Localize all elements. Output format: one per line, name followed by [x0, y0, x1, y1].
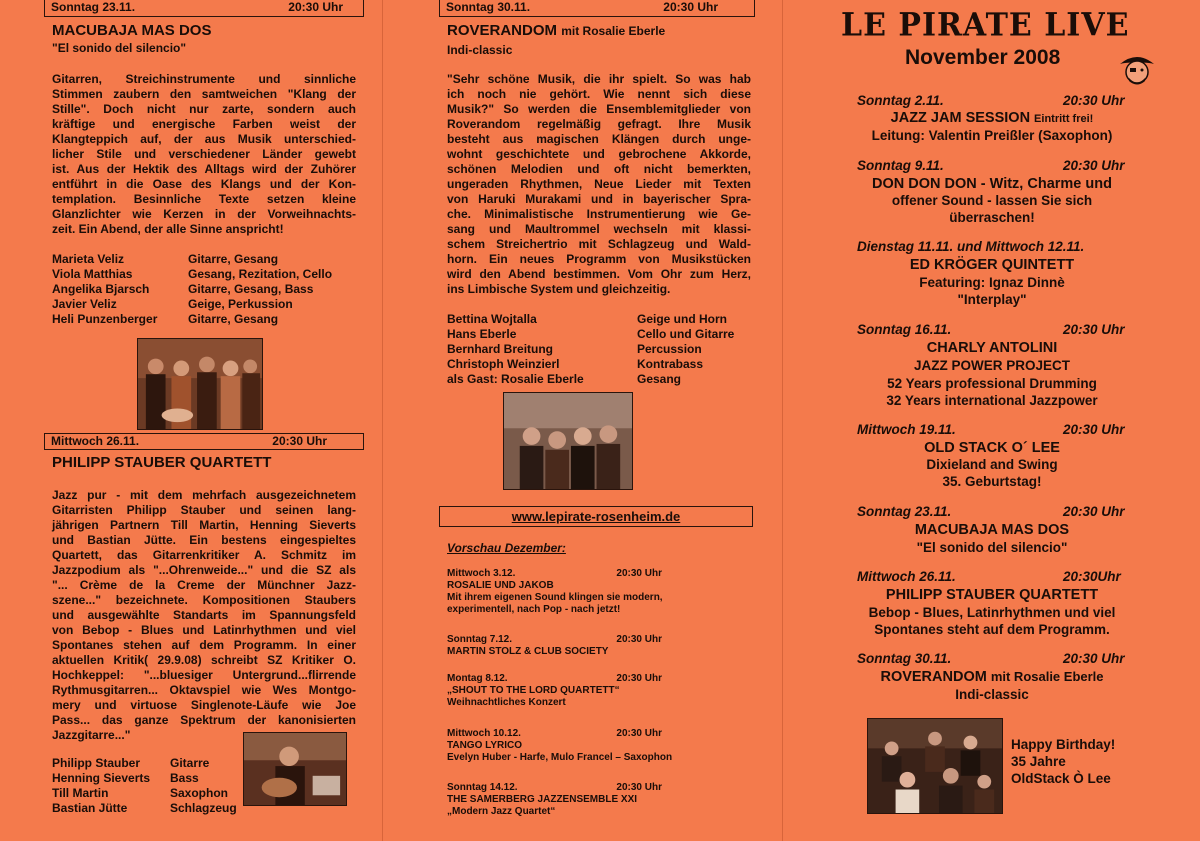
- preview-item: [447, 782, 662, 818]
- event-text: überraschen!: [949, 210, 1035, 225]
- preview-line: MARTIN STOLZ & CLUB SOCIETY: [447, 646, 609, 657]
- member-row: [52, 801, 237, 816]
- text-line: ungeraden Rhythmen, Neue Lieder mit Texten: [447, 177, 751, 191]
- right-panel: [782, 0, 1200, 841]
- preview-line: experimentell, nach Pop - nach jetzt!: [447, 604, 621, 615]
- member-role: Gitarre: [170, 756, 210, 770]
- text-line: licher Stile und verschiedener Länder gewebt: [52, 147, 356, 161]
- preview-header: [447, 634, 662, 646]
- preview-item: [447, 673, 662, 709]
- text-line: wohnt geschichtete und gebrochene Akkorde,: [447, 147, 751, 161]
- event-title-suffix: mit Rosalie Eberle: [990, 669, 1104, 684]
- member-role: Gitarre, Gesang: [188, 312, 279, 326]
- preview-line: „SHOUT TO THE LORD QUARTETT“: [447, 685, 620, 696]
- event-text: ED KRÖGER QUINTETT: [909, 257, 1075, 273]
- text-line: Gitarristen Philipp Stauber und seinen lang-: [52, 503, 356, 517]
- event-date: Mittwoch 26.11.: [857, 569, 956, 584]
- preview-date: Montag 8.12.: [447, 673, 508, 684]
- text-line: Spontanes stehen auf dem Programm. In einer: [52, 638, 356, 652]
- event-time: 20:30 Uhr: [1063, 158, 1125, 173]
- text-line: Stille". Doch nicht nur zarte, sondern auch: [52, 102, 356, 116]
- member-role: Percussion: [637, 342, 702, 356]
- event-detail: [822, 605, 1162, 620]
- member-role: Geige, Perkussion: [188, 297, 293, 311]
- event-subtitle: Indi-classic: [447, 43, 513, 57]
- text-line: besteht aus magischen Klängen durch unge-: [447, 132, 751, 146]
- event-time: 20:30 Uhr: [288, 0, 343, 14]
- preview-date: Sonntag 14.12.: [447, 782, 518, 793]
- preview-time: 20:30 Uhr: [616, 673, 662, 684]
- text-line: Jazzgitarre...": [52, 728, 131, 742]
- event-text: 35. Geburtstag!: [942, 474, 1042, 489]
- event-detail: [822, 457, 1162, 472]
- member-name: Heli Punzenberger: [52, 312, 158, 326]
- event-note: Eintritt frei!: [1034, 113, 1094, 125]
- event-title: [822, 522, 1162, 538]
- text-line: von Bebop - Blues und Latinrhythmen und viel: [52, 623, 356, 637]
- member-row: [52, 771, 237, 786]
- event-title: [822, 340, 1162, 356]
- member-name: Marieta Veliz: [52, 252, 125, 266]
- member-role: Cello und Gitarre: [637, 327, 735, 341]
- preview-date: Mittwoch 3.12.: [447, 568, 516, 579]
- member-row: [52, 297, 332, 312]
- preview-item: [447, 728, 672, 764]
- event-text: "El sonido del silencio": [916, 540, 1068, 555]
- preview-header: [447, 728, 662, 740]
- text-line: Roverandom regelmäßig gefragt. Ihre Musik: [447, 117, 751, 131]
- text-line: ist. Aus der Hektik des Alltags wird der Zuhörer: [52, 162, 356, 176]
- text-line: "... Crème de la Creme der Münchner Jazz-: [52, 578, 356, 592]
- event-text: 52 Years professional Drumming: [887, 376, 1097, 391]
- preview-header: [447, 568, 662, 580]
- text-line: Rythmusgitarren... Oktavspiel wie Wes Montgo-: [52, 683, 356, 697]
- event-text: "Interplay": [957, 292, 1027, 307]
- event-detail: [822, 393, 1162, 408]
- preview-time: 20:30 Uhr: [616, 782, 662, 793]
- preview-date: Mittwoch 10.12.: [447, 728, 521, 739]
- event-date-box: [44, 433, 364, 450]
- event-time: 20:30 Uhr: [1063, 322, 1125, 337]
- member-row: [447, 372, 734, 387]
- preview-time: 20:30 Uhr: [616, 728, 662, 739]
- event-detail: [822, 540, 1162, 555]
- member-name: Till Martin: [52, 786, 109, 800]
- member-row: [52, 786, 237, 801]
- member-row: [52, 312, 332, 327]
- event-date: Sonntag 23.11.: [51, 0, 136, 14]
- event-date-box: [44, 0, 364, 17]
- event-title: [822, 440, 1162, 456]
- member-name: Angelika Bjarsch: [52, 282, 150, 296]
- member-row: [52, 282, 332, 297]
- member-name: Philipp Stauber: [52, 756, 141, 770]
- text-line: von Haruki Murakami und in bayerischer Spra-: [447, 192, 751, 206]
- event-time: 20:30 Uhr: [1063, 422, 1125, 437]
- text-line: schem Streichertrio mit Schlagzeug und Wald-: [447, 237, 751, 251]
- text-line: Musik?" So werden die Ensemblemitglieder von: [447, 102, 751, 116]
- event-text: Featuring: Ignaz Dinnè: [919, 275, 1065, 290]
- event-detail: [822, 193, 1162, 208]
- event-text: Spontanes steht auf dem Programm.: [874, 622, 1110, 637]
- event-time: 20:30 Uhr: [1063, 504, 1125, 519]
- text-line: Hochkeppel: "...bluesiger Untergrund...flirrende: [52, 668, 356, 682]
- birthday-note: [1011, 736, 1115, 787]
- event-text: Indi-classic: [955, 687, 1029, 702]
- logo: LE PIRATE LIVE: [841, 7, 1130, 44]
- preview-heading: Vorschau Dezember:: [447, 541, 566, 555]
- event-title: [822, 257, 1162, 273]
- text-line: jährigen Partnern Till Martin, Henning Sieverts: [52, 518, 356, 532]
- event-text: MACUBAJA MAS DOS: [914, 522, 1070, 538]
- text-line: Pass... das ganze Spektrum der kanonisierten: [52, 713, 356, 727]
- member-list: [52, 252, 332, 327]
- member-row: [447, 357, 734, 372]
- text-line: Stimmen zaubern den samtweichen "Klang der: [52, 87, 356, 101]
- event-text: PHILIPP STAUBER QUARTETT: [885, 587, 1099, 603]
- member-role: Gitarre, Gesang, Bass: [188, 282, 314, 296]
- member-name: Hans Eberle: [447, 327, 517, 341]
- event-text: Bebop - Blues, Latinrhythmen und viel: [868, 605, 1116, 620]
- event-detail: [822, 622, 1162, 637]
- event-detail: [822, 376, 1162, 391]
- event-date: Sonntag 30.11.: [446, 0, 531, 14]
- text-line: und Bastian Jütte. Ein bestens eingespieltes: [52, 533, 356, 547]
- event-detail: [822, 292, 1162, 307]
- event-text: Dixieland and Swing: [926, 457, 1058, 472]
- month-title: November 2008: [905, 46, 1061, 69]
- preview-line: „Modern Jazz Quartet“: [447, 806, 556, 817]
- event-detail: [822, 275, 1162, 290]
- middle-panel: [382, 0, 782, 841]
- band-photo: [503, 392, 633, 490]
- event-text: ROVERANDOM: [880, 669, 987, 685]
- event-title-suffix: mit Rosalie Eberle: [561, 24, 666, 38]
- preview-date: Sonntag 7.12.: [447, 634, 513, 645]
- event-title: PHILIPP STAUBER QUARTETT: [52, 454, 272, 471]
- event-time: 20:30Uhr: [1063, 569, 1121, 584]
- text-line: Glanzlichter wie Kerzen in der Vorweihnachts-: [52, 207, 356, 221]
- member-role: Saxophon: [170, 786, 229, 800]
- event-description: [447, 72, 751, 297]
- event-title: [822, 587, 1162, 603]
- member-row: [447, 312, 734, 327]
- member-name: Viola Matthias: [52, 267, 133, 281]
- event-title: MACUBAJA MAS DOS: [52, 22, 212, 39]
- preview-line: Weihnachtliches Konzert: [447, 697, 566, 708]
- member-name: Bastian Jütte: [52, 801, 128, 815]
- preview-line: ROSALIE UND JAKOB: [447, 580, 554, 591]
- event-description: [52, 488, 356, 743]
- event-description: [52, 72, 356, 237]
- event-time: 20:30 Uhr: [272, 434, 327, 448]
- preview-line: THE SAMERBERG JAZZENSEMBLE XXI: [447, 794, 638, 805]
- member-name: Henning Sieverts: [52, 771, 151, 785]
- text-line: sang und Maultrommel wechseln mit klassi-: [447, 222, 751, 236]
- text-line: "Sehr schöne Musik, die ihr spielt. So was hab: [447, 72, 751, 86]
- event-date: Mittwoch 26.11.: [51, 434, 140, 448]
- event-date: Sonntag 2.11.: [857, 93, 944, 108]
- member-row: [52, 756, 237, 771]
- member-list: [52, 756, 237, 816]
- left-panel: [0, 0, 382, 841]
- event-date: Sonntag 23.11.: [857, 504, 952, 519]
- text-line: und ausgewählte Standarts im Spannungsfeld: [52, 608, 356, 622]
- birthday-line: 35 Jahre: [1011, 754, 1066, 769]
- preview-line: Mit ihrem eigenen Sound klingen sie modern,: [447, 592, 663, 603]
- text-line: entführt in die Oase des Klangs und der Kon-: [52, 177, 356, 191]
- event-detail: [822, 474, 1162, 489]
- event-title-main: ROVERANDOM: [447, 22, 558, 39]
- member-name: Bernhard Breitung: [447, 342, 554, 356]
- text-line: zeit. Ein Abend, der alle Sinne anspricht!: [52, 222, 284, 236]
- event-text: JAZZ POWER PROJECT: [913, 358, 1070, 373]
- event-text: offener Sound - lassen Sie sich: [891, 193, 1093, 208]
- pirate-icon: [1117, 50, 1157, 88]
- member-role: Kontrabass: [637, 357, 704, 371]
- preview-item: [447, 634, 662, 658]
- text-line: aktuellen Kritik( 29.9.08) schreibt SZ Kritiker O.: [52, 653, 356, 667]
- member-name: Javier Veliz: [52, 297, 117, 311]
- event-text: DON DON DON - Witz, Charme und: [872, 176, 1112, 192]
- preview-line: TANGO LYRICO: [447, 740, 523, 751]
- text-line: ins Limbische System und gleichzeitig.: [447, 282, 671, 296]
- preview-header: [447, 673, 662, 685]
- event-text: Leitung: Valentin Preißler (Saxophon): [871, 128, 1113, 143]
- birthday-line: OldStack Ò Lee: [1011, 771, 1111, 786]
- event-date: Mittwoch 19.11.: [857, 422, 956, 437]
- event-title: [822, 110, 1162, 126]
- event-title: [822, 176, 1162, 192]
- preview-item: [447, 568, 663, 616]
- member-role: Gesang: [637, 372, 682, 386]
- event-detail: [822, 358, 1162, 373]
- event-date: Sonntag 9.11.: [857, 158, 944, 173]
- event-date: Dienstag 11.11. und Mittwoch 12.11.: [857, 239, 1085, 254]
- event-text: OLD STACK O´ LEE: [924, 440, 1060, 456]
- birthday-line: Happy Birthday!: [1011, 737, 1116, 752]
- event-date-box: [439, 0, 755, 17]
- event-detail: [822, 210, 1162, 225]
- member-name: als Gast: Rosalie Eberle: [447, 372, 584, 386]
- event-date: Sonntag 30.11.: [857, 651, 952, 666]
- member-role: Schlagzeug: [170, 801, 237, 815]
- band-photo: [137, 338, 263, 430]
- preview-header: [447, 782, 662, 794]
- text-line: szene..." bezeichnete. Kompositionen Staubers: [52, 593, 356, 607]
- event-detail: [822, 687, 1162, 702]
- text-line: wird den Abend bestimmen. Vom Ohr zum Herz,: [447, 267, 751, 281]
- event-date: Sonntag 16.11.: [857, 322, 952, 337]
- guitarist-photo: [243, 732, 347, 806]
- text-line: kräftige und energische Farben weist der: [52, 117, 356, 131]
- text-line: mery und virtuose Singlenote-Läufe wie Joe: [52, 698, 356, 712]
- text-line: Jazz pur - mit dem mehrfach ausgezeichnetem: [52, 488, 356, 502]
- text-line: Gitarren, Streichinstrumente und sinnliche: [52, 72, 356, 86]
- website-link[interactable]: www.lepirate-rosenheim.de: [439, 506, 753, 527]
- event-time: 20:30 Uhr: [1063, 93, 1125, 108]
- event-text: CHARLY ANTOLINI: [926, 340, 1058, 356]
- band-photo: [867, 718, 1003, 814]
- event-title: [447, 22, 665, 39]
- member-row: [447, 327, 734, 342]
- event-time: 20:30 Uhr: [663, 0, 718, 14]
- event-text: 32 Years international Jazzpower: [886, 393, 1098, 408]
- event-time: 20:30 Uhr: [1063, 651, 1125, 666]
- member-row: [447, 342, 734, 357]
- event-subtitle: "El sonido del silencio": [52, 41, 187, 55]
- text-line: templation. Besinnliche Texte setzen kleine: [52, 192, 356, 206]
- text-line: ich noch nie gehört. Wie nennt sich diese: [447, 87, 751, 101]
- text-line: horn. Ein neues Programm von Musikstücken: [447, 252, 751, 266]
- preview-time: 20:30 Uhr: [616, 568, 662, 579]
- member-role: Gesang, Rezitation, Cello: [188, 267, 333, 281]
- member-name: Bettina Wojtalla: [447, 312, 537, 326]
- member-role: Geige und Horn: [637, 312, 727, 326]
- preview-line: Evelyn Huber - Harfe, Mulo Francel – Saxophon: [447, 752, 673, 763]
- text-line: Quartett, das Gitarrenkritiker A. Schmitz im: [52, 548, 356, 562]
- member-role: Bass: [170, 771, 199, 785]
- member-row: [52, 267, 332, 282]
- text-line: Klangteppich auf, der aus Musik unterschied-: [52, 132, 356, 146]
- text-line: Jazzpodium als "...Ohrenweide..." und die SZ als: [52, 563, 356, 577]
- member-name: Christoph Weinzierl: [447, 357, 560, 371]
- text-line: schönen Melodien und oft nicht bemerkten,: [447, 162, 751, 176]
- member-row: [52, 252, 332, 267]
- member-role: Gitarre, Gesang: [188, 252, 279, 266]
- member-list: [447, 312, 734, 387]
- event-text: JAZZ JAM SESSION: [890, 110, 1031, 126]
- preview-time: 20:30 Uhr: [616, 634, 662, 645]
- event-detail: [822, 128, 1162, 143]
- event-title: [822, 669, 1162, 685]
- text-line: che. Minimalistische Instrumentierung wie Ge-: [447, 207, 751, 221]
